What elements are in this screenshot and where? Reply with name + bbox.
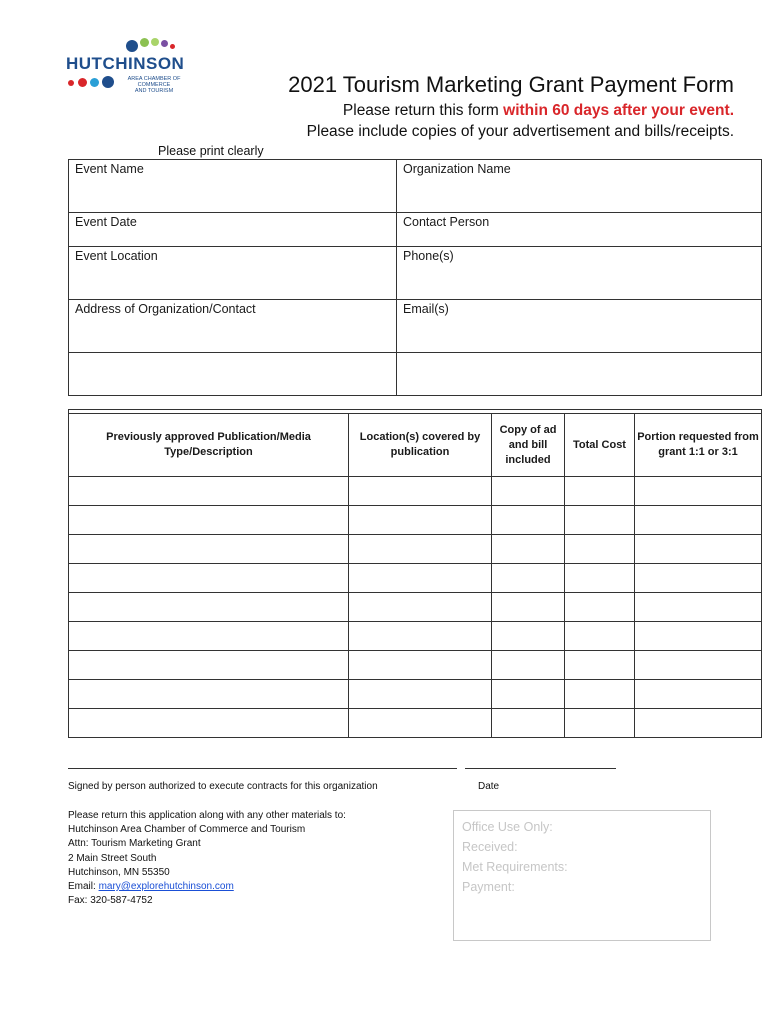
cell-portion[interactable]: [635, 535, 762, 564]
col-total: Total Cost: [565, 414, 635, 477]
event-location-label: Event Location: [75, 249, 158, 263]
cell-location[interactable]: [349, 564, 492, 593]
cell-total[interactable]: [565, 680, 635, 709]
cell-location[interactable]: [349, 593, 492, 622]
include-copies-instructions: Please include copies of your advertisement and bills/receipts.: [306, 123, 734, 140]
office-use-title: Office Use Only:: [462, 820, 553, 834]
logo-dot-red-2: [78, 78, 87, 87]
cell-total[interactable]: [565, 477, 635, 506]
logo-dot-red-small: [68, 80, 74, 86]
cell-description[interactable]: [69, 506, 349, 535]
cell-copy[interactable]: [492, 709, 565, 738]
table-row: [69, 564, 762, 593]
logo-dot-green: [140, 38, 149, 47]
event-location-field[interactable]: [69, 247, 397, 300]
cell-copy[interactable]: [492, 593, 565, 622]
logo-subtitle-2: AND TOURISM: [134, 88, 174, 94]
cell-description[interactable]: [69, 477, 349, 506]
logo-dot-teal: [90, 78, 99, 87]
publication-table: [68, 409, 762, 738]
cell-description[interactable]: [69, 535, 349, 564]
date-label: Date: [478, 781, 500, 792]
event-date-field[interactable]: [69, 213, 397, 247]
cell-description[interactable]: [69, 622, 349, 651]
cell-portion[interactable]: [635, 564, 762, 593]
mailing-org: Hutchinson Area Chamber of Commerce and Tourism: [68, 824, 306, 836]
col-location: Location(s) covered by publication: [349, 414, 492, 477]
date-line[interactable]: [465, 768, 616, 769]
mailing-attn: Attn: Tourism Marketing Grant: [68, 838, 201, 850]
cell-copy[interactable]: [492, 564, 565, 593]
organization-name-field[interactable]: [397, 160, 762, 213]
phones-field[interactable]: [397, 247, 762, 300]
cell-description[interactable]: [69, 680, 349, 709]
address-continued-field[interactable]: [69, 353, 397, 396]
cell-portion[interactable]: [635, 651, 762, 680]
cell-description[interactable]: [69, 651, 349, 680]
cell-copy[interactable]: [492, 506, 565, 535]
address-label: Address of Organization/Contact: [75, 302, 256, 316]
hutchinson-logo: [64, 36, 194, 96]
cell-location[interactable]: [349, 506, 492, 535]
col-description: Previously approved Publication/Media Type/Description: [69, 414, 349, 477]
page-title: 2021 Tourism Marketing Grant Payment Form: [288, 72, 734, 97]
table-row: [69, 680, 762, 709]
cell-copy[interactable]: [492, 535, 565, 564]
emails-continued-field[interactable]: [397, 353, 762, 396]
cell-total[interactable]: [565, 564, 635, 593]
cell-portion[interactable]: [635, 680, 762, 709]
organization-name-label: Organization Name: [403, 162, 511, 176]
table-row: [69, 651, 762, 680]
emails-field[interactable]: [397, 300, 762, 353]
col-portion: Portion requested from grant 1:1 or 3:1: [635, 414, 762, 477]
cell-location[interactable]: [349, 680, 492, 709]
table-row: [69, 593, 762, 622]
cell-portion[interactable]: [635, 593, 762, 622]
address-field[interactable]: [69, 300, 397, 353]
cell-copy[interactable]: [492, 651, 565, 680]
mailing-email-line: [68, 880, 346, 894]
cell-location[interactable]: [349, 477, 492, 506]
cell-location[interactable]: [349, 651, 492, 680]
mailing-email-label: Email:: [68, 881, 99, 893]
logo-dot-blue-2: [102, 76, 114, 88]
cell-description[interactable]: [69, 593, 349, 622]
logo-dot-blue: [126, 40, 138, 52]
event-name-label: Event Name: [75, 162, 144, 176]
print-clearly-note: Please print clearly: [158, 144, 264, 158]
contact-person-field[interactable]: [397, 213, 762, 247]
cell-total[interactable]: [565, 651, 635, 680]
cell-copy[interactable]: [492, 680, 565, 709]
mailing-city: Hutchinson, MN 55350: [68, 866, 170, 878]
logo-subtitle: [118, 76, 190, 94]
return-text-after: .: [729, 102, 734, 119]
table-row: [69, 709, 762, 738]
cell-total[interactable]: [565, 506, 635, 535]
cell-portion[interactable]: [635, 506, 762, 535]
logo-wordmark: HUTCHINSON: [66, 54, 185, 73]
office-payment: Payment:: [462, 880, 515, 894]
event-info-table: [68, 159, 762, 396]
mailing-instructions: [68, 809, 346, 908]
cell-total[interactable]: [565, 709, 635, 738]
table-row: [69, 477, 762, 506]
return-text-before: Please return this form: [342, 102, 504, 119]
table-row: [69, 535, 762, 564]
office-use-box: [453, 810, 711, 941]
mailing-fax: Fax: 320-587-4752: [68, 895, 153, 907]
cell-portion[interactable]: [635, 477, 762, 506]
cell-copy[interactable]: [492, 477, 565, 506]
logo-subtitle-1: AREA CHAMBER OF COMMERCE: [127, 76, 181, 88]
mailing-street: 2 Main Street South: [68, 852, 157, 864]
cell-description[interactable]: [69, 564, 349, 593]
mailing-email-link[interactable]: mary@explorehutchinson.com: [98, 881, 234, 893]
cell-location[interactable]: [349, 535, 492, 564]
phones-label: Phone(s): [403, 249, 454, 263]
cell-portion[interactable]: [635, 622, 762, 651]
return-instructions: [343, 102, 734, 120]
cell-total[interactable]: [565, 593, 635, 622]
signature-line[interactable]: [68, 768, 457, 769]
logo-dot-red: [170, 44, 175, 49]
event-name-field[interactable]: [69, 160, 397, 213]
office-met-requirements: Met Requirements:: [462, 860, 568, 874]
cell-description[interactable]: [69, 709, 349, 738]
return-deadline: within 60 days after your event: [503, 102, 730, 119]
col-copy: Copy of ad and bill included: [492, 414, 565, 477]
contact-person-label: Contact Person: [403, 215, 490, 229]
cell-copy[interactable]: [492, 622, 565, 651]
cell-location[interactable]: [349, 709, 492, 738]
cell-location[interactable]: [349, 622, 492, 651]
table-row: [69, 622, 762, 651]
event-date-label: Event Date: [75, 215, 137, 229]
signature-label: Signed by person authorized to execute contracts for this organization: [68, 781, 378, 792]
logo-dot-purple: [161, 40, 168, 47]
table-row: [69, 506, 762, 535]
cell-portion[interactable]: [635, 709, 762, 738]
mailing-intro: Please return this application along with any other materials to:: [68, 810, 346, 821]
cell-total[interactable]: [565, 622, 635, 651]
emails-label: Email(s): [403, 302, 449, 316]
logo-dot-green-2: [151, 38, 159, 46]
cell-total[interactable]: [565, 535, 635, 564]
office-received: Received:: [462, 840, 518, 854]
